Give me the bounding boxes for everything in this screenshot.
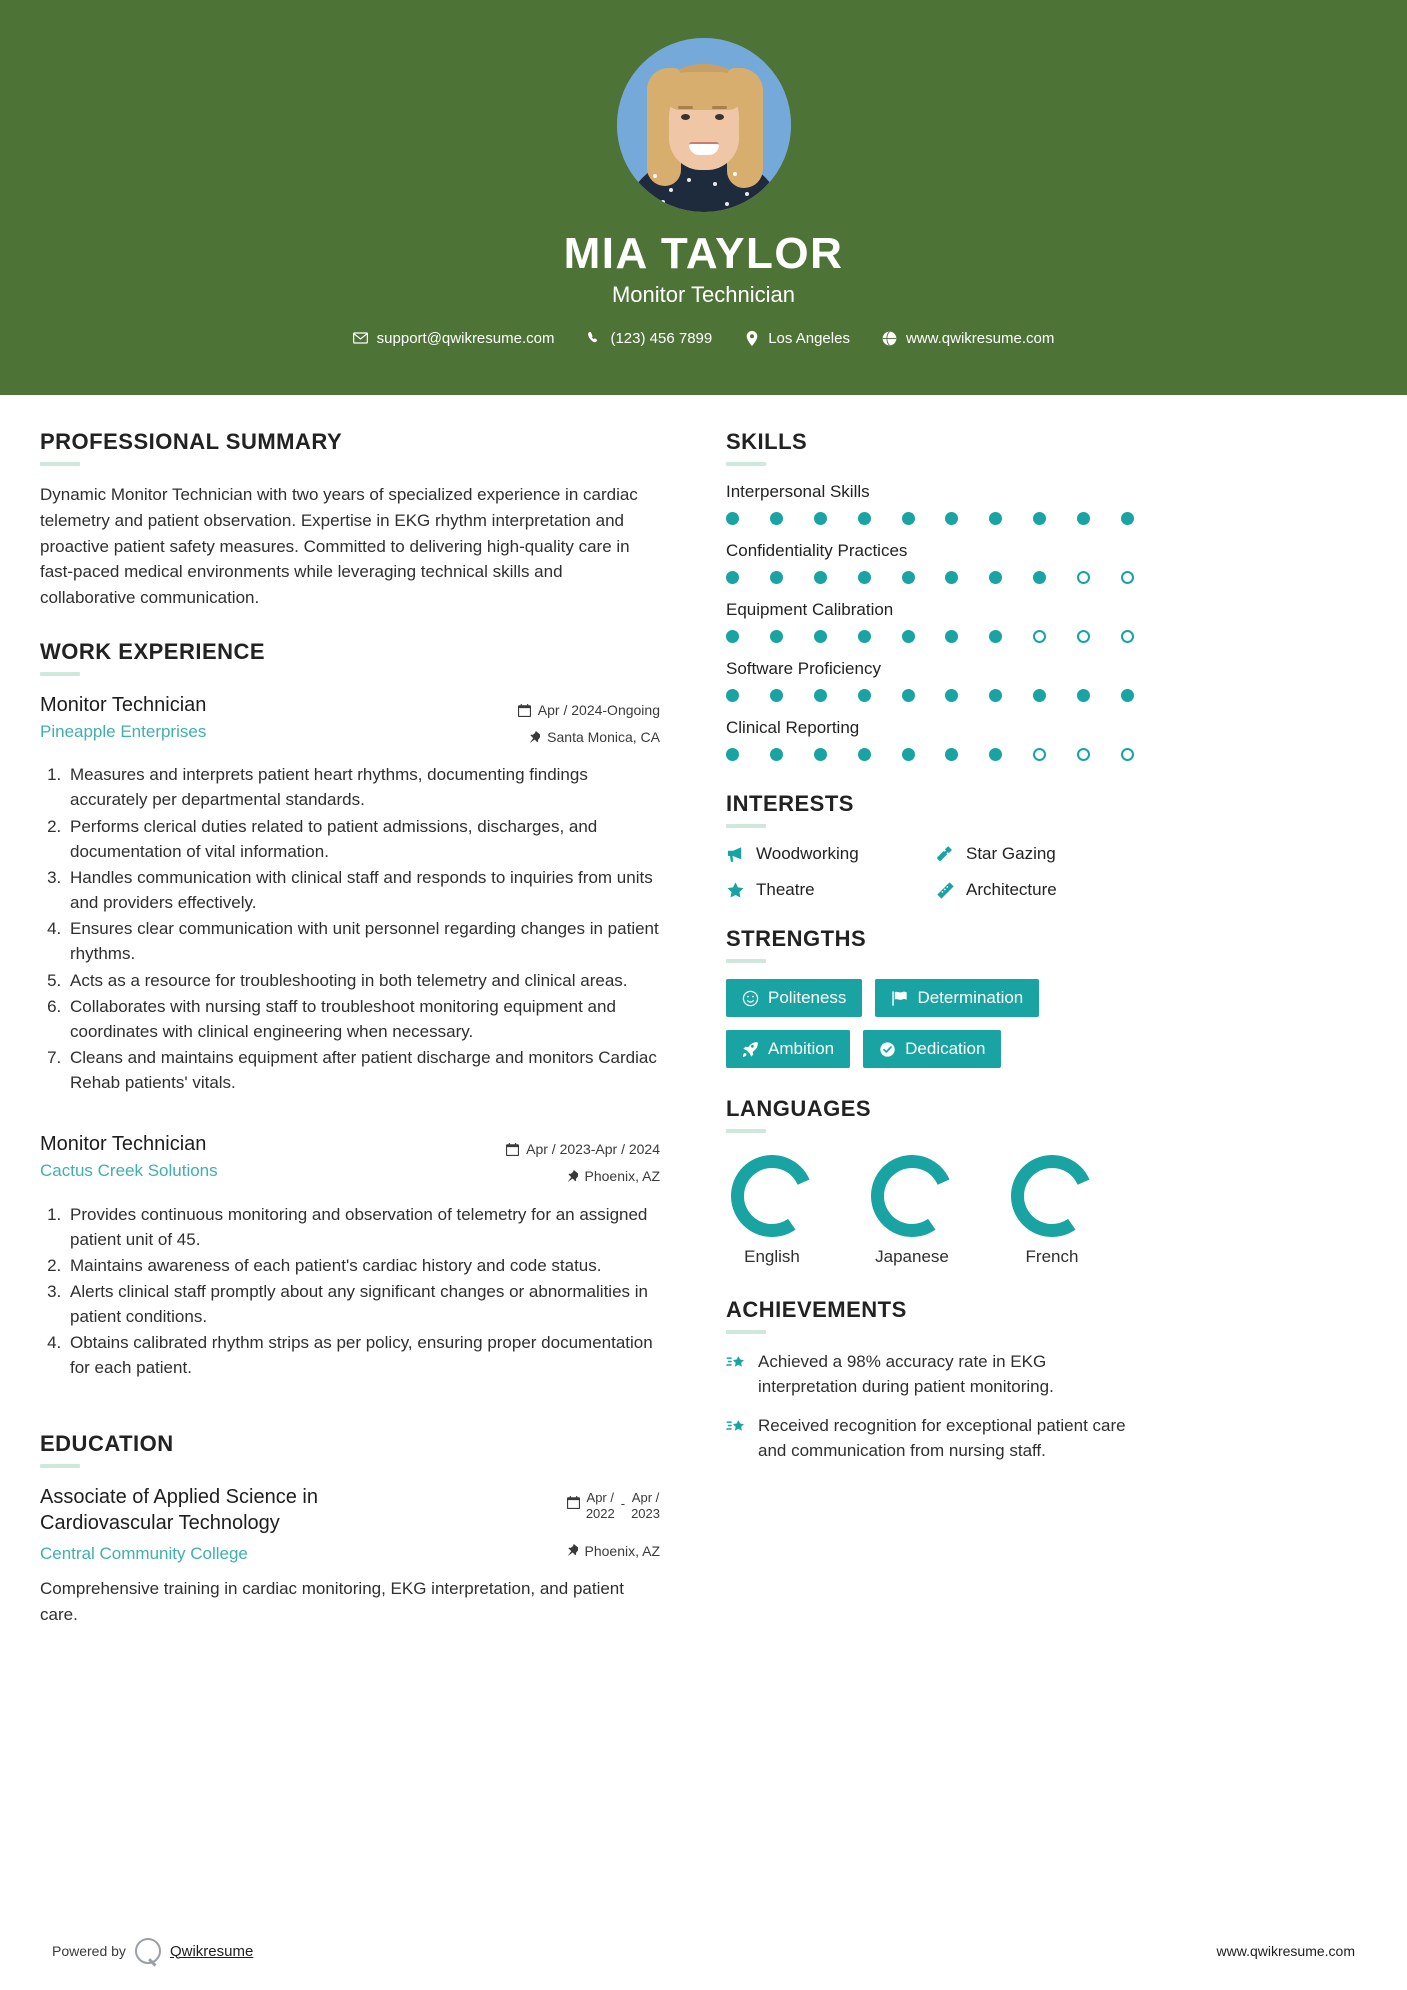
contact-website-text: www.qwikresume.com <box>905 329 1055 347</box>
phone-icon <box>586 331 601 346</box>
rocket-icon <box>742 1041 759 1058</box>
section-heading: SKILLS <box>726 429 808 454</box>
skill-dot <box>1077 512 1090 525</box>
skill-rating <box>726 571 1138 584</box>
job-location <box>506 1163 660 1190</box>
job-dates <box>518 697 660 724</box>
skill-dot <box>770 630 783 643</box>
skill-name: Software Proficiency <box>726 659 881 678</box>
education-school: Central Community College <box>40 1543 248 1563</box>
skill-dot <box>1121 512 1134 525</box>
interest-label: Woodworking <box>756 844 859 863</box>
skill-dot <box>989 512 1002 525</box>
work-entry <box>40 1131 660 1380</box>
skill-dot <box>1033 571 1046 584</box>
contact-phone[interactable] <box>570 330 728 347</box>
skill-dot <box>1033 689 1046 702</box>
shooting-star-icon <box>726 1414 746 1437</box>
ruler-pencil-icon <box>936 881 955 900</box>
skill-dot <box>726 571 739 584</box>
skill-dot <box>770 748 783 761</box>
skill-dot <box>858 571 871 584</box>
section-skills <box>726 429 1138 761</box>
skill-dot <box>989 571 1002 584</box>
section-achievements <box>726 1297 1138 1464</box>
contact-phone-text: (123) 456 7899 <box>610 329 713 347</box>
contact-email-text: support@qwikresume.com <box>376 329 555 347</box>
summary-text: Dynamic Monitor Technician with two years of specialized experience in cardiac telemetry and patient observation. Expertise in EKG rhythm interpretation and proactive patient safety measures. Committed to delivering high-quality care in fast-paced medical environments while leveraging technical skills and collaborative communication. <box>40 485 638 608</box>
education-degree: Associate of Applied Science in Cardiovascular Technology <box>40 1485 318 1534</box>
job-bullet: 4. Ensures clear communication with unit personnel regarding changes in patient rhythms. <box>66 916 660 966</box>
education-start-year: 2022 <box>585 1505 615 1521</box>
check-circle-icon <box>879 1041 896 1058</box>
calendar-icon <box>506 1143 519 1156</box>
language-label: English <box>744 1247 800 1266</box>
skill-dot <box>902 630 915 643</box>
skill-dot <box>858 630 871 643</box>
skill-item <box>726 659 1138 702</box>
education-description: Comprehensive training in cardiac monitoring, EKG interpretation, and patient care. <box>40 1579 624 1624</box>
job-title: Monitor Technician <box>40 1133 207 1156</box>
education-end-date <box>631 1490 660 1523</box>
section-divider <box>726 959 766 963</box>
skill-rating <box>726 689 1138 702</box>
section-interests <box>726 791 1138 900</box>
contact-bar <box>337 330 1071 347</box>
resume-header <box>0 0 1407 395</box>
skill-dot <box>945 512 958 525</box>
footer-url[interactable]: www.qwikresume.com <box>1216 1943 1355 1959</box>
education-date-separator: - <box>620 1495 626 1511</box>
skill-item <box>726 718 1138 761</box>
job-title: Monitor Technician <box>40 694 207 717</box>
contact-email[interactable] <box>337 330 571 347</box>
job-company: Cactus Creek Solutions <box>40 1161 218 1181</box>
section-work-experience <box>40 639 660 1381</box>
skill-dot <box>770 689 783 702</box>
education-location <box>567 1538 661 1565</box>
job-dates <box>506 1136 660 1163</box>
job-bullet-list <box>40 762 660 1095</box>
skill-dot <box>814 512 827 525</box>
language-item <box>866 1155 958 1267</box>
section-languages <box>726 1096 1138 1267</box>
strength-chip <box>726 979 862 1017</box>
skill-item <box>726 541 1138 584</box>
job-bullet: 4. Obtains calibrated rhythm strips as per policy, ensuring proper documentation for each patient. <box>66 1330 660 1380</box>
skill-dot <box>989 630 1002 643</box>
achievement-item <box>726 1350 1138 1399</box>
interest-label: Star Gazing <box>966 844 1056 863</box>
job-location <box>518 724 660 751</box>
language-item <box>1006 1155 1098 1267</box>
strength-label: Ambition <box>768 1039 835 1058</box>
skill-dot <box>1033 630 1046 643</box>
strength-chip <box>875 979 1039 1017</box>
skill-dot <box>770 571 783 584</box>
right-column <box>698 429 1138 1627</box>
map-pin-icon <box>744 331 759 346</box>
skill-dot <box>726 630 739 643</box>
section-strengths <box>726 926 1138 1068</box>
skill-dot <box>1121 571 1134 584</box>
section-divider <box>726 1129 766 1133</box>
skill-dot <box>814 689 827 702</box>
interest-item <box>936 880 1138 900</box>
job-bullet: 2. Maintains awareness of each patient's cardiac history and code status. <box>66 1253 660 1278</box>
job-dates-text: Apr / 2023-Apr / 2024 <box>526 1141 660 1158</box>
job-bullet: 7. Cleans and maintains equipment after patient discharge and monitors Cardiac Rehab patients' vitals. <box>66 1045 660 1095</box>
section-divider <box>40 1464 80 1468</box>
skill-name: Equipment Calibration <box>726 600 894 619</box>
job-location-text: Phoenix, AZ <box>584 1167 660 1184</box>
skill-dot <box>814 571 827 584</box>
qwikresume-brand-link[interactable]: Qwikresume <box>169 1942 254 1960</box>
skill-dot <box>1121 748 1134 761</box>
skill-name: Confidentiality Practices <box>726 541 908 560</box>
powered-by <box>52 1938 253 1964</box>
skill-dot <box>858 689 871 702</box>
hammer-icon <box>936 845 955 864</box>
skill-dot <box>726 748 739 761</box>
skill-name: Interpersonal Skills <box>726 482 870 501</box>
section-heading: INTERESTS <box>726 791 854 816</box>
section-education <box>40 1431 660 1628</box>
skill-item <box>726 600 1138 643</box>
avatar <box>617 38 791 212</box>
job-dates-text: Apr / 2024-Ongoing <box>537 702 660 719</box>
skill-rating <box>726 512 1138 525</box>
language-donut <box>1006 1155 1098 1237</box>
flag-icon <box>891 990 908 1007</box>
skill-dot <box>1077 748 1090 761</box>
section-divider <box>40 672 80 676</box>
pin-icon <box>529 731 540 744</box>
resume-body <box>0 395 1407 1627</box>
education-end-year: 2023 <box>631 1505 660 1521</box>
section-heading: WORK EXPERIENCE <box>40 639 266 665</box>
strength-label: Determination <box>917 988 1024 1007</box>
section-heading: EDUCATION <box>40 1430 174 1456</box>
skill-dot <box>945 748 958 761</box>
section-heading: ACHIEVEMENTS <box>726 1297 907 1322</box>
job-bullet: 3. Handles communication with clinical staff and responds to inquiries from units and providers effectively. <box>66 865 660 915</box>
skill-dot <box>902 748 915 761</box>
language-donut <box>726 1155 818 1237</box>
skill-dot <box>1033 748 1046 761</box>
achievement-item <box>726 1414 1138 1463</box>
job-bullet-list <box>40 1202 660 1381</box>
envelope-icon <box>353 331 368 346</box>
skill-dot <box>945 571 958 584</box>
achievement-text: Received recognition for exceptional patient care and communication from nursing staff. <box>758 1416 1126 1460</box>
skill-dot <box>902 571 915 584</box>
skill-dot <box>989 689 1002 702</box>
skill-dot <box>1077 630 1090 643</box>
job-bullet: 1. Measures and interprets patient heart rhythms, documenting findings accurately per departmental standards. <box>66 762 660 812</box>
strength-chip <box>863 1030 1001 1068</box>
language-label: Japanese <box>875 1247 949 1266</box>
skill-item <box>726 482 1138 525</box>
section-divider <box>40 462 80 466</box>
interest-label: Theatre <box>756 880 815 899</box>
section-heading: LANGUAGES <box>726 1096 872 1121</box>
skill-dot <box>814 748 827 761</box>
strength-label: Dedication <box>905 1039 986 1058</box>
skill-name: Clinical Reporting <box>726 718 860 737</box>
shooting-star-icon <box>726 1350 746 1373</box>
strength-chip <box>726 1030 850 1068</box>
job-bullet: 5. Acts as a resource for troubleshooting in both telemetry and clinical areas. <box>66 968 660 993</box>
interest-item <box>936 844 1138 864</box>
language-label: French <box>1025 1247 1079 1266</box>
smiley-icon <box>742 990 759 1007</box>
skill-dot <box>1077 571 1090 584</box>
pin-icon <box>567 1170 578 1183</box>
skill-dot <box>1033 512 1046 525</box>
language-donut <box>866 1155 958 1237</box>
skill-dot <box>1121 630 1134 643</box>
strength-label: Politeness <box>768 988 847 1007</box>
skill-dot <box>945 689 958 702</box>
left-column <box>40 429 660 1627</box>
skill-rating <box>726 630 1138 643</box>
footer <box>0 1938 1407 1964</box>
achievement-text: Achieved a 98% accuracy rate in EKG interpretation during patient monitoring. <box>758 1352 1054 1396</box>
job-company: Pineapple Enterprises <box>40 722 207 742</box>
skill-dot <box>989 748 1002 761</box>
skill-dot <box>726 512 739 525</box>
skill-dot <box>902 689 915 702</box>
qwikresume-logo-icon <box>135 1938 161 1964</box>
education-end-month: Apr / <box>631 1489 660 1505</box>
powered-by-label: Powered by <box>52 1943 126 1959</box>
job-bullet: 3. Alerts clinical staff promptly about any significant changes or abnormalities in patient conditions. <box>66 1279 660 1329</box>
skill-dot <box>770 512 783 525</box>
education-start-month: Apr / <box>586 1489 614 1505</box>
section-heading: PROFESSIONAL SUMMARY <box>40 429 343 454</box>
section-divider <box>726 462 766 466</box>
interest-item <box>726 844 928 864</box>
contact-location[interactable] <box>728 330 866 347</box>
skill-dot <box>858 748 871 761</box>
megaphone-icon <box>726 845 745 864</box>
globe-icon <box>882 331 897 346</box>
contact-location-text: Los Angeles <box>768 329 850 347</box>
skill-dot <box>902 512 915 525</box>
page-title: MIA TAYLOR <box>563 229 844 278</box>
calendar-icon <box>567 1490 580 1512</box>
job-bullet: 6. Collaborates with nursing staff to troubleshoot monitoring equipment and coordinates with clinical engineering when necessary. <box>66 994 660 1044</box>
section-professional-summary <box>40 429 660 611</box>
section-heading: STRENGTHS <box>726 926 867 951</box>
job-bullet: 2. Performs clerical duties related to patient admissions, discharges, and documentation of vital information. <box>66 814 660 864</box>
contact-website[interactable] <box>866 330 1070 347</box>
education-dates <box>567 1484 660 1523</box>
education-start-date <box>586 1490 615 1523</box>
skill-dot <box>1121 689 1134 702</box>
section-divider <box>726 1330 766 1334</box>
skill-rating <box>726 748 1138 761</box>
skill-dot <box>814 630 827 643</box>
skill-dot <box>726 689 739 702</box>
interest-item <box>726 880 928 900</box>
skill-dot <box>858 512 871 525</box>
interest-label: Architecture <box>966 880 1057 899</box>
star-icon <box>726 881 745 900</box>
pin-icon <box>567 1544 578 1557</box>
work-entry <box>40 692 660 1095</box>
skill-dot <box>1077 689 1090 702</box>
avatar-photo <box>617 38 791 212</box>
job-bullet: 1. Provides continuous monitoring and observation of telemetry for an assigned patient unit of 45. <box>66 1202 660 1252</box>
skill-dot <box>945 630 958 643</box>
language-item <box>726 1155 818 1267</box>
education-location-text: Phoenix, AZ <box>584 1542 660 1559</box>
job-role-subtitle: Monitor Technician <box>611 281 796 307</box>
section-divider <box>726 824 766 828</box>
education-entry <box>40 1484 660 1628</box>
job-location-text: Santa Monica, CA <box>547 728 660 745</box>
calendar-icon <box>518 704 531 717</box>
